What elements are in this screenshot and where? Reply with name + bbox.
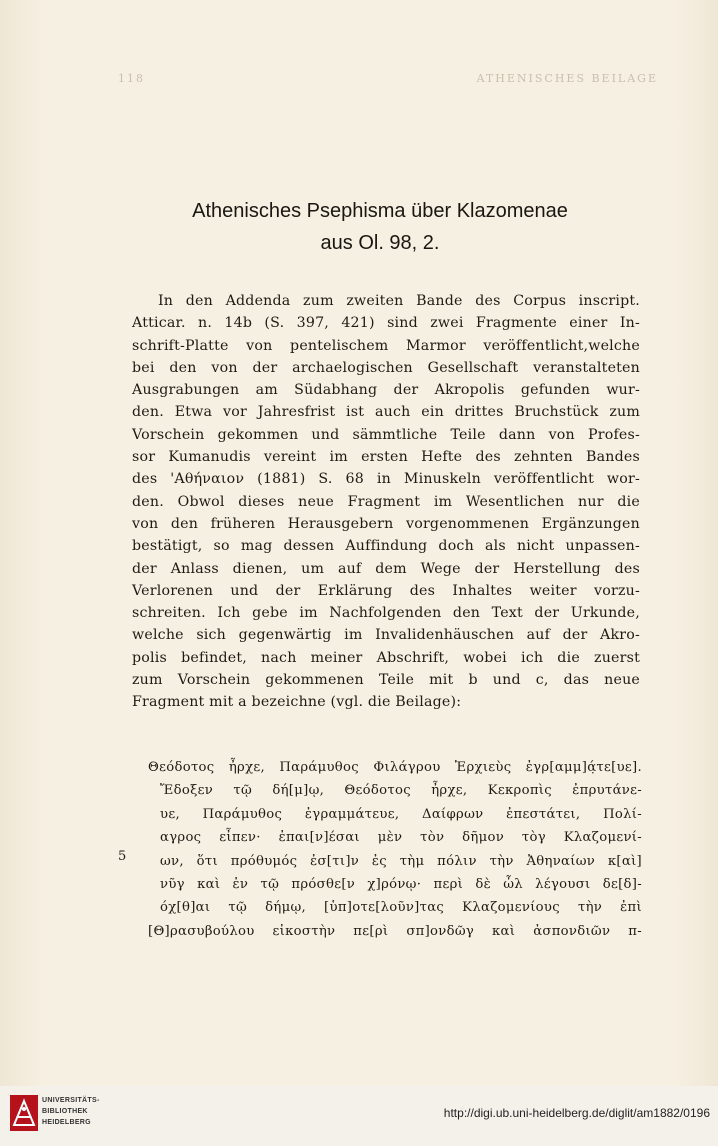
inscription-line: Ἔδοξεν τῷ δή[μ]ῳ, Θεόδοτος ἦρχε, Κεκροπὶς ἐπρυτάνε- [160,783,642,799]
inscription-line: όχ[θ]αι τῷ δήμῳ, [ὑπ]οτε[λοῦν]τας Κλαζομενίους τὴν ἐπὶ [160,900,642,916]
library-name-line: HEIDELBERG [42,1119,91,1126]
text-line: Vorschein gekommen und sämmtliche Teile dann von Profes- [132,426,640,443]
text-line: sor Kumanudis vereint im ersten Hefte des zehnten Bandes [132,449,640,466]
text-line: welche sich gegenwärtig im Invalidenhäuschen auf der Akro- [132,627,640,644]
text-line: des 'Αθήναιον (1881) S. 68 in Minuskeln veröffentlicht wor- [132,471,640,488]
inscription-line: υε, Παράμυθος ἐγραμμάτευε, Δαίφρων ἐπεστάτει, Πολί- [160,806,642,822]
article-title: Athenisches Psephisma über Klazomenae [192,200,568,222]
article-subtitle: aus Ol. 98, 2. [320,232,440,254]
text-line: von den früheren Herausgebern vorgenommenen Ergänzungen [132,515,640,532]
inscription-line: αγρος εἶπεν· ἐπαι[ν]έσαι μὲν τὸν δῆμον τὸγ Κλαζομενί- [160,830,642,846]
inscription-line: νῦγ καὶ ἐν τῷ πρόσθε[ν χ]ρόνῳ· περὶ δὲ ὧλ λέγουσι δε[δ]- [160,876,642,892]
text-line: zum Vorschein gekommenen Teile mit b und c, das neue [132,672,640,689]
text-line: den. Etwa vor Jahresfrist ist auch ein drittes Bruchstück zum [132,404,640,421]
body-paragraph [132,290,640,714]
text-line: Atticar. n. 14b (S. 397, 421) sind zwei Fragmente einer In- [132,315,640,332]
page-header-bleedthrough [118,72,658,85]
line-number: 5 [118,849,127,864]
text-line: Ausgrabungen am Südabhang der Akropolis gefunden wur- [132,382,640,399]
text-line: der Anlass dienen, um auf dem Wege der Herstellung des [132,560,640,577]
text-line: Verlorenen und der Erklärung des Inhaltes weiter vorzu- [132,582,640,599]
text-line: schrift-Platte von pentelischem Marmor veröffentlicht,welche [132,337,640,354]
text-line: schreiten. Ich gebe im Nachfolgenden den Text der Urkunde, [132,605,640,622]
library-name-line: UNIVERSITÄTS- [42,1097,100,1104]
text-line: polis befindet, nach meiner Abschrift, wobei ich die zuerst [132,649,640,666]
library-name-line: BIBLIOTHEK [42,1108,88,1115]
text-line: bestätigt, so mag dessen Auffindung doch als nicht unpassen- [132,538,640,555]
source-url[interactable]: http://digi.ub.uni-heidelberg.de/diglit/am1882/0196 [443,1106,710,1120]
text-line: bei den von der archaelogischen Gesellschaft veranstalteten [132,359,640,376]
text-line: In den Addenda zum zweiten Bande des Corpus inscript. [158,293,640,309]
library-logo-icon [10,1095,38,1131]
library-name [42,1095,100,1128]
inscription-line: [Θ]ρασυβούλου εἰκοστὴν πε[ρὶ σπ]ονδῶγ καὶ ἀσπονδιῶν π- [148,923,642,939]
inscription-line: ων, ὅτι πρόθυμός ἐσ[τι]ν ἐς τὴμ πόλιν τὴν Ἀθηναίων κ[αὶ] [160,853,642,869]
page-number: 118 [118,72,145,85]
inscription-line: Θεόδοτος ἦρχε, Παράμυθος Φιλάγρου Ἐρχιεὺς ἐγρ[αμμ]ά̣τε[υε]. [148,760,642,775]
text-line: Fragment mit a bezeichne (vgl. die Beilage): [132,694,462,711]
running-head: ATHENISCHES BEILAGE [476,72,658,85]
text-line: den. Obwol dieses neue Fragment im Wesentlichen nur die [132,493,640,510]
inscription-text [148,756,642,943]
